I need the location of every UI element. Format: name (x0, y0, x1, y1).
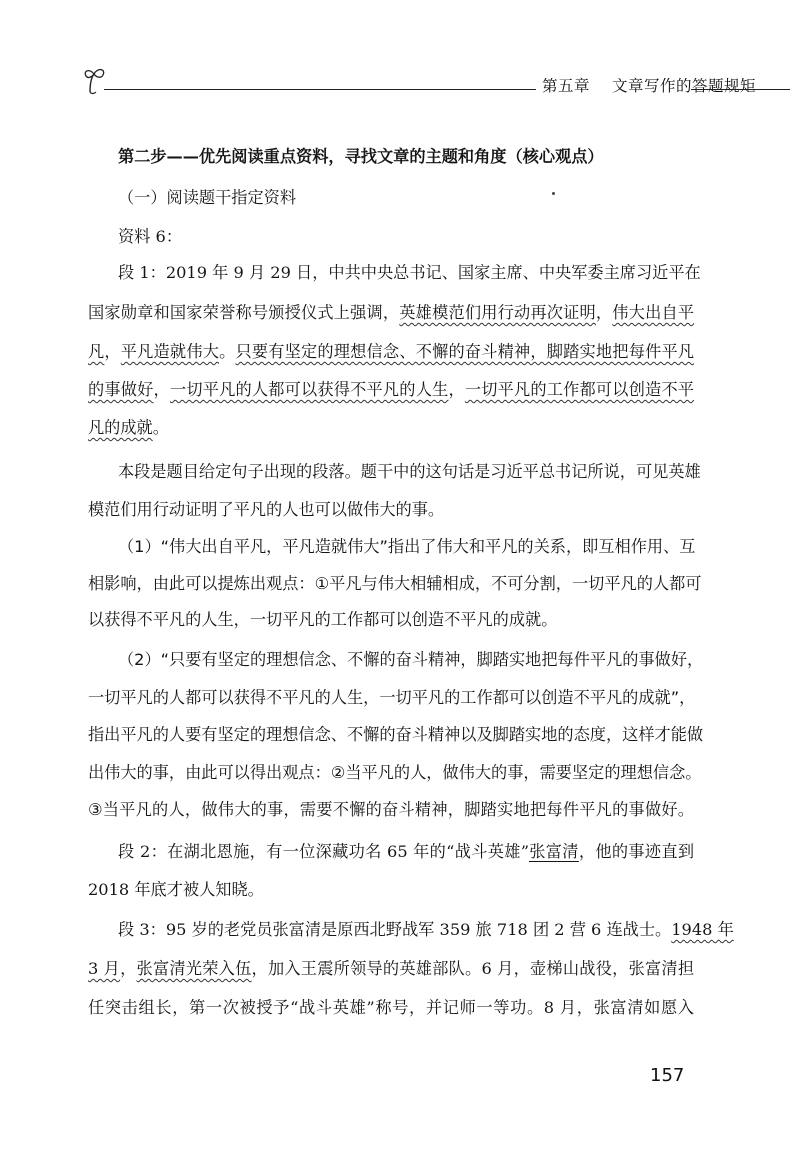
para1-wavy-phrase: 英雄模范们用行动再次证明 (399, 303, 596, 322)
para1-line5 (88, 417, 694, 439)
para1-wavy-phrase: 的事做好 (88, 380, 154, 399)
point2-line4: 出伟大的事，由此可以得出观点：②当平凡的人，做伟大的事，需要坚定的理想信念。 (88, 763, 702, 782)
point2-line5: ③当平凡的人，做伟大的事，需要不懈的奋斗精神，脚踏实地把每件平凡的事做好。 (88, 800, 694, 819)
para1-text: 。 (219, 342, 236, 361)
para1-wavy-phrase: 一切平凡的工作都可以创造不平 (464, 380, 695, 399)
para1-line4 (88, 379, 694, 401)
para3-text: 段 3：95 岁的老党员张富清是原西北野战军 359 旅 718 团 2 营 6 连战士。 (118, 920, 672, 939)
para1-text: ， (448, 380, 465, 399)
point1-line3: 以获得不平凡的人生，一切平凡的工作都可以创造不平凡的成就。 (88, 610, 558, 629)
para1-line1: 段 1：2019 年 9 月 29 日，中共中央总书记、国家主席、中央军委主席习近平在 (118, 263, 701, 282)
para3-text: ，加入王震所领导的英雄部队。6 月，壶梯山战役，张富清担 (251, 959, 695, 978)
para1-text: 国家勋章和国家荣誉称号颁授仪式上强调， (88, 303, 400, 322)
para2-line1 (118, 841, 694, 863)
para1-wavy-phrase: 凡 (88, 342, 105, 361)
chapter-number: 第五章 (542, 77, 591, 95)
para1-wavy-phrase: 伟大出自平 (612, 303, 695, 322)
sprout-icon (82, 66, 112, 96)
para1-line3 (88, 341, 694, 363)
chapter-name: 文章写作的答题规矩 (612, 77, 757, 95)
para3-line1 (118, 919, 734, 941)
para1-text: 。 (152, 418, 169, 437)
para1-line2 (88, 302, 694, 324)
para1-text: ， (153, 380, 170, 399)
para3-wavy-phrase: 1948 年 (671, 920, 734, 939)
section-heading: 第二步——优先阅读重点资料，寻找文章的主题和角度（核心观点） (118, 147, 604, 166)
material-label: 资料 6： (118, 227, 183, 246)
running-header (82, 66, 790, 98)
para3-wavy-phrase: 3 月 (88, 959, 121, 978)
para1-wavy-phrase: 平凡造就伟大 (120, 342, 220, 361)
subheading: （一）阅读题干指定资料 (118, 188, 297, 207)
para2-underlined-name: 张富清 (528, 842, 579, 861)
point2-line2: 一切平凡的人都可以获得不平凡的人生，一切平凡的工作都可以创造不平凡的成就”， (88, 688, 696, 707)
stray-mark (552, 192, 555, 195)
para3-wavy-phrase: 张富清光荣入伍 (136, 959, 252, 978)
analysis-line1: 本段是题目给定句子出现的段落。题干中的这句话是习近平总书记所说，可见英雄 (118, 462, 701, 481)
point1-line2: 相影响，由此可以提炼出观点：①平凡与伟大相辅相成，不可分割，一切平凡的人都可 (88, 574, 702, 593)
para1-wavy-phrase: 一切平凡的人都可以获得不平凡的人生 (169, 380, 449, 399)
header-rule-right (691, 89, 790, 90)
para3-line3: 任突击组长，第一次被授予“战斗英雄”称号，并记师一等功。8 月，张富清如愿入 (88, 998, 694, 1017)
point1-line1: （1）“伟大出自平凡，平凡造就伟大”指出了伟大和平凡的关系，即互相作用、互 (118, 537, 696, 556)
page-number: 157 (650, 1065, 685, 1086)
para1-text: ， (104, 342, 121, 361)
para1-text: ， (595, 303, 613, 322)
para2-text: 段 2：在湖北恩施，有一位深藏功名 65 年的“战斗英雄” (118, 842, 529, 861)
para2-text: ，他的事迹直到 (578, 842, 695, 861)
para3-line2 (88, 958, 694, 980)
para3-text: ， (120, 959, 137, 978)
para1-wavy-phrase: 只要有坚定的理想信念、不懈的奋斗精神，脚踏实地把每件平凡 (235, 342, 695, 361)
para1-wavy-phrase: 凡的成就 (88, 418, 153, 437)
para2-line2: 2018 年底才被人知晓。 (88, 880, 264, 899)
point2-line1: （2）“只要有坚定的理想信念、不懈的奋斗精神，脚踏实地把每件平凡的事做好， (118, 650, 704, 669)
analysis-line2: 模范们用行动证明了平凡的人也可以做伟大的事。 (88, 500, 445, 519)
point2-line3: 指出平凡的人要有坚定的理想信念、不懈的奋斗精神以及脚踏实地的态度，这样才能做 (88, 725, 704, 744)
chapter-title (542, 74, 756, 96)
header-rule-left (104, 89, 536, 90)
